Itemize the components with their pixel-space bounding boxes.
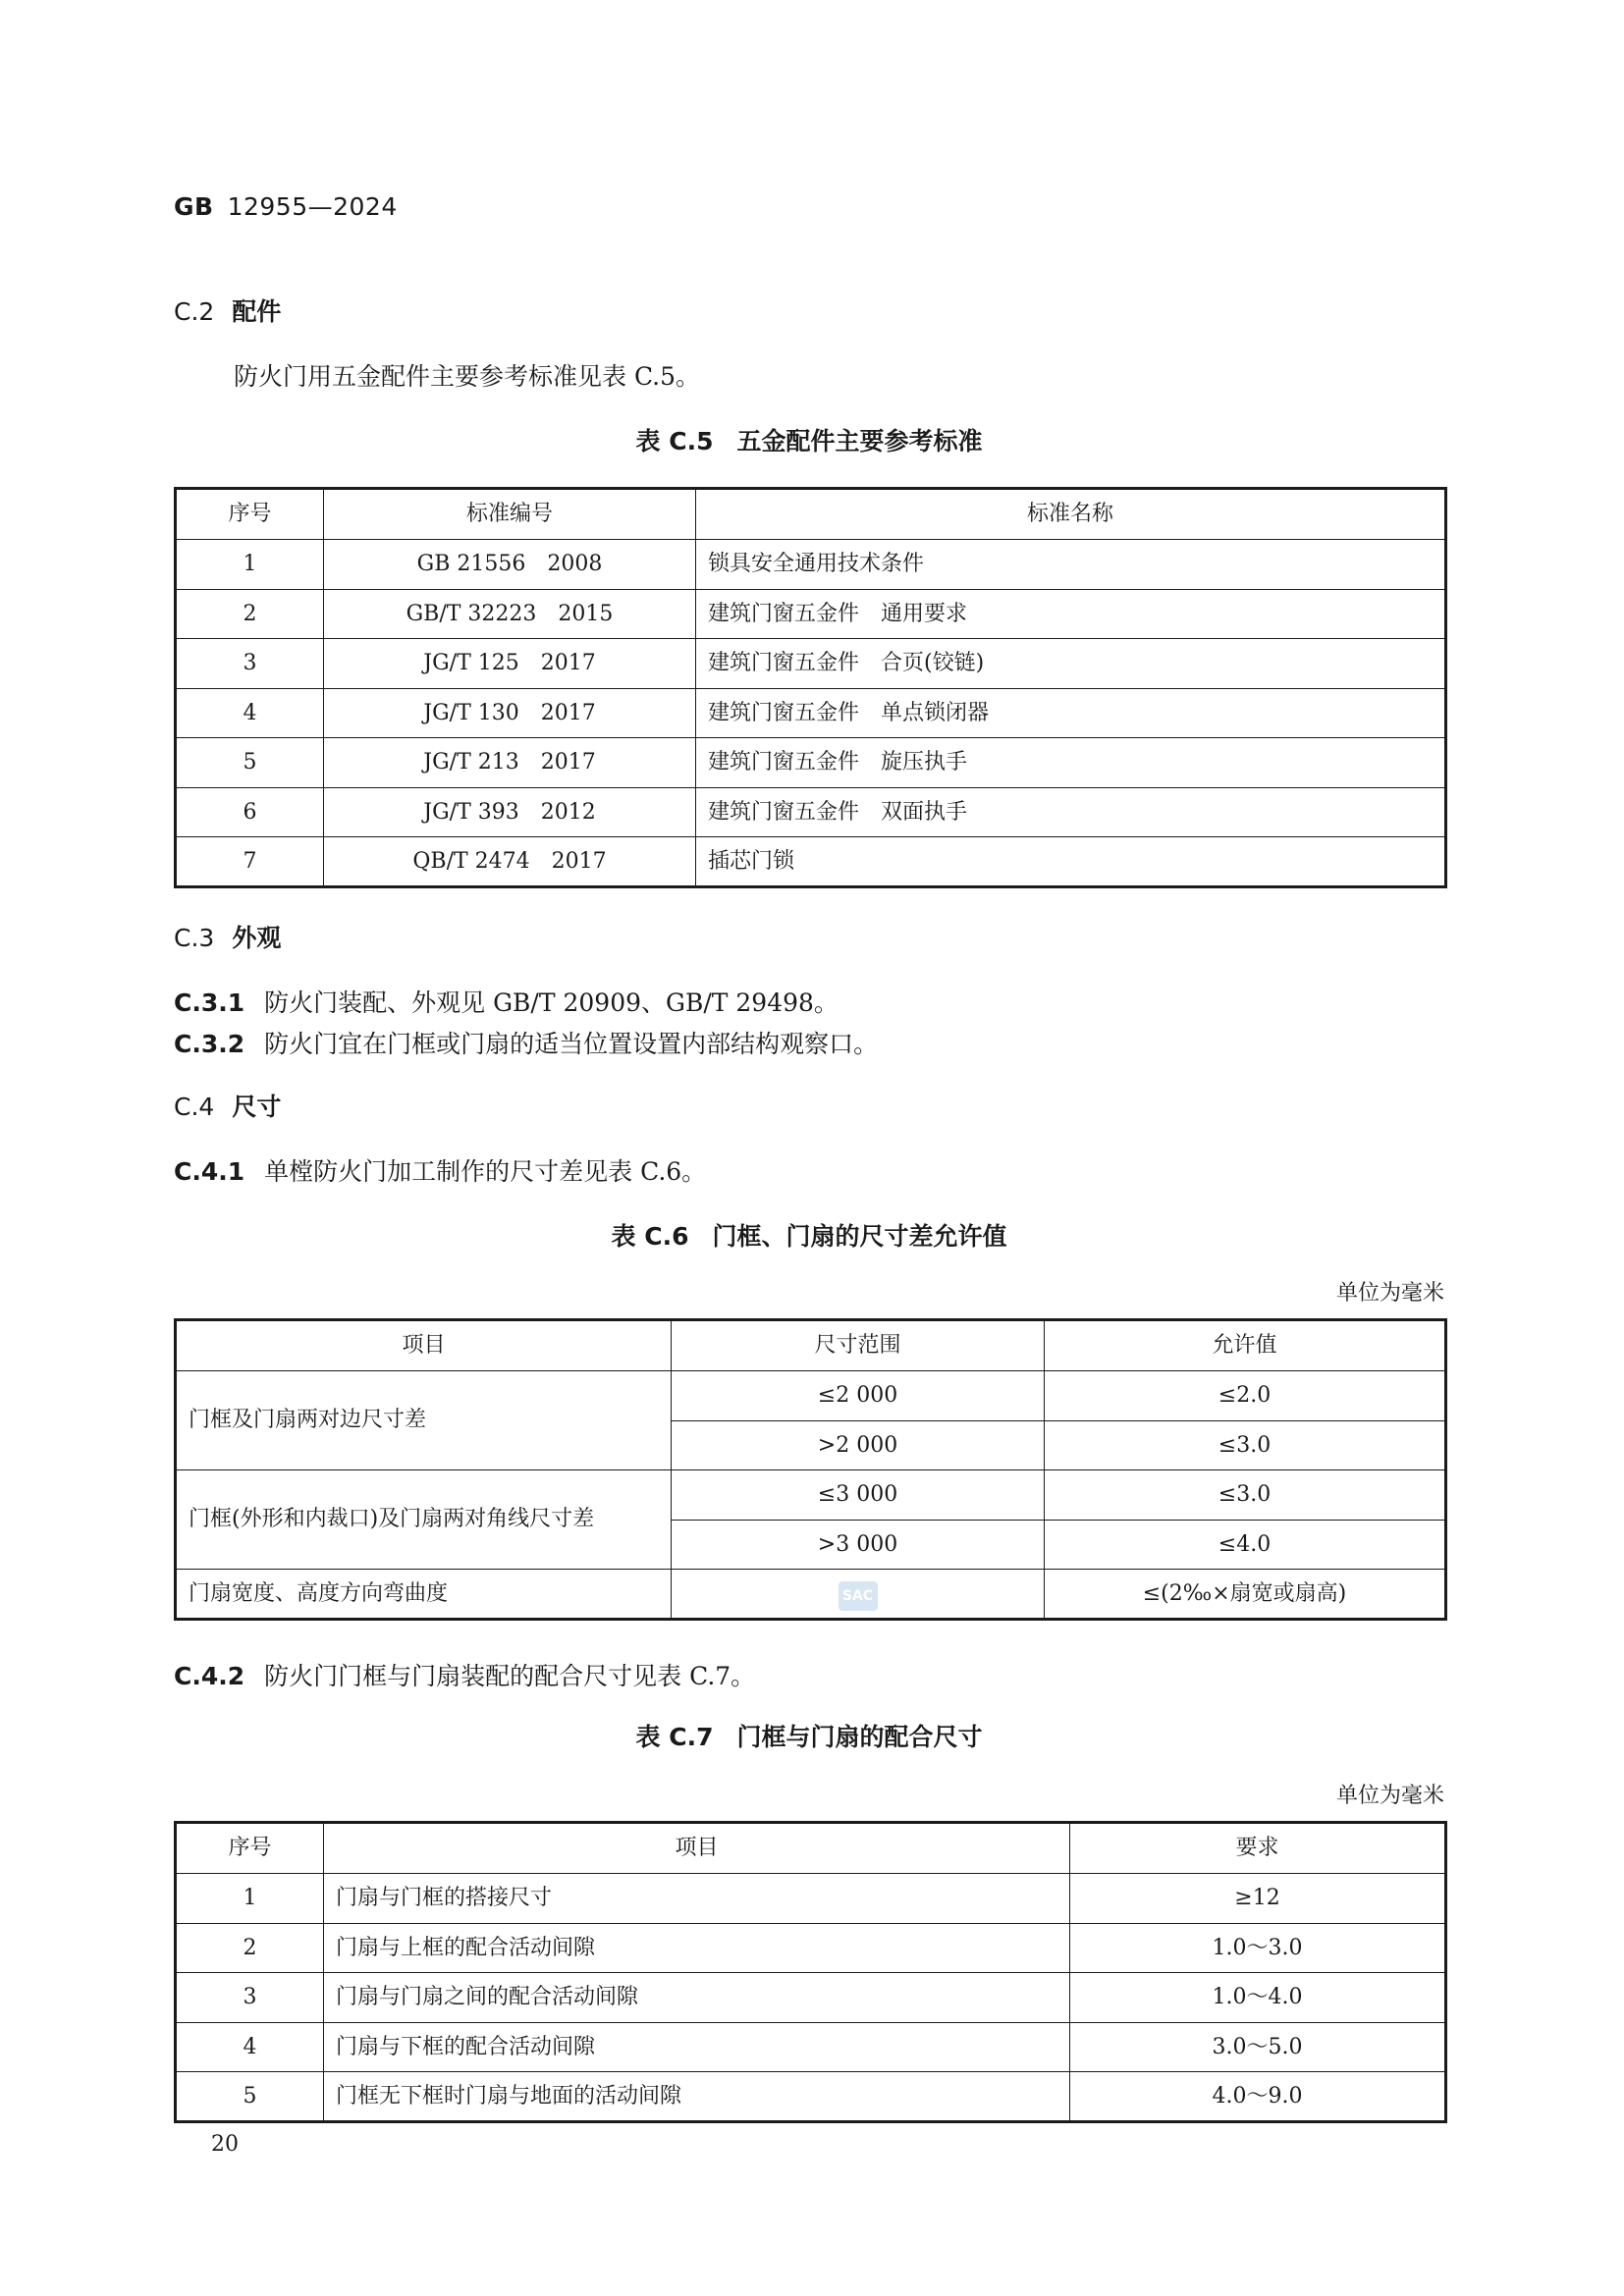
section-c3-heading: [174, 919, 281, 954]
cell: 插芯门锁: [696, 837, 1446, 887]
cell: 建筑门窗五金件 合页(铰链): [696, 639, 1446, 689]
clause-c3-2: [174, 1025, 878, 1060]
cell: JG/T 125 2017: [324, 639, 696, 689]
cell: 1: [176, 1874, 324, 1924]
column-header: 标准名称: [696, 489, 1446, 540]
section-title: 外观: [232, 924, 282, 952]
page-number: 20: [211, 2132, 239, 2157]
table-row: [176, 1371, 1446, 1421]
section-number: C.3: [174, 924, 215, 952]
cell: 3: [176, 639, 324, 689]
table-title: 门框、门扇的尺寸差允许值: [712, 1222, 1007, 1251]
cell: QB/T 2474 2017: [324, 837, 696, 887]
cell: 6: [176, 787, 324, 837]
clause-text: 防火门装配、外观见 GB/T 20909、GB/T 29498。: [264, 988, 839, 1017]
column-header: 要求: [1070, 1823, 1446, 1874]
table-number: 表 C.6: [611, 1222, 689, 1251]
cell: 门扇与上框的配合活动间隙: [324, 1923, 1070, 1973]
standard-code: GB: [174, 192, 214, 221]
cell: 门扇与下框的配合活动间隙: [324, 2022, 1070, 2072]
cell: JG/T 130 2017: [324, 688, 696, 738]
sac-watermark-icon: SAC: [839, 1581, 878, 1611]
cell: 3.0～5.0: [1070, 2022, 1446, 2072]
cell: ≤4.0: [1045, 1520, 1446, 1570]
section-c2-paragraph: 防火门用五金配件主要参考标准见表 C.5。: [234, 362, 701, 391]
cell: 锁具安全通用技术条件: [696, 540, 1446, 590]
standard-number: 12955—2024: [227, 192, 398, 221]
column-header: 标准编号: [324, 489, 696, 540]
table-c7: [174, 1821, 1447, 2123]
cell: [672, 1570, 1045, 1620]
table-c5-caption: [174, 422, 1444, 457]
section-number: C.2: [174, 297, 215, 326]
column-header: 序号: [176, 489, 324, 540]
clause-text: 单樘防火门加工制作的尺寸差见表 C.6。: [264, 1157, 707, 1186]
table-number: 表 C.7: [635, 1723, 714, 1751]
table-row: [176, 1923, 1446, 1973]
cell: ≤3.0: [1045, 1420, 1446, 1470]
cell: >3 000: [672, 1520, 1045, 1570]
table-c5: [174, 487, 1447, 888]
cell: GB/T 32223 2015: [324, 589, 696, 639]
cell: 门扇与门扇之间的配合活动间隙: [324, 1973, 1070, 2023]
cell: 2: [176, 1923, 324, 1973]
table-row: [176, 639, 1446, 689]
section-number: C.4: [174, 1093, 215, 1121]
table-header-row: [176, 1823, 1446, 1874]
table-c7-unit: 单位为毫米: [1335, 1784, 1444, 1808]
table-row: [176, 738, 1446, 788]
table-title: 门框与门扇的配合尺寸: [736, 1723, 983, 1751]
cell: ≤3.0: [1045, 1470, 1446, 1521]
table-row: [176, 1874, 1446, 1924]
table-row: [176, 837, 1446, 887]
cell: 5: [176, 2072, 324, 2122]
cell: 建筑门窗五金件 通用要求: [696, 589, 1446, 639]
cell: 门框无下框时门扇与地面的活动间隙: [324, 2072, 1070, 2122]
cell: 5: [176, 738, 324, 788]
cell: ≤(2‰×扇宽或扇高): [1045, 1570, 1446, 1620]
table-row: [176, 688, 1446, 738]
clause-number: C.4.1: [174, 1157, 245, 1186]
table-c6-caption: [174, 1217, 1444, 1253]
cell: >2 000: [672, 1420, 1045, 1470]
cell: 1.0～3.0: [1070, 1923, 1446, 1973]
table-c6-unit: 单位为毫米: [1335, 1281, 1444, 1306]
section-title: 尺寸: [232, 1093, 282, 1121]
section-c4-heading: [174, 1088, 281, 1123]
table-header-row: [176, 489, 1446, 540]
cell: 1: [176, 540, 324, 590]
table-number: 表 C.5: [635, 427, 714, 455]
table-c6: [174, 1318, 1447, 1621]
column-header: 项目: [176, 1320, 672, 1371]
cell: 建筑门窗五金件 单点锁闭器: [696, 688, 1446, 738]
table-row: [176, 1570, 1446, 1620]
cell: ≤3 000: [672, 1470, 1045, 1521]
table-c7-caption: [174, 1718, 1444, 1753]
table-row: [176, 2072, 1446, 2122]
cell: ≤2 000: [672, 1371, 1045, 1421]
clause-c4-2: [174, 1657, 755, 1692]
clause-c3-1: [174, 984, 839, 1019]
table-row: [176, 540, 1446, 590]
cell: JG/T 393 2012: [324, 787, 696, 837]
table-row: [176, 1470, 1446, 1521]
cell: ≤2.0: [1045, 1371, 1446, 1421]
table-title: 五金配件主要参考标准: [736, 427, 983, 455]
cell: 门框及门扇两对边尺寸差: [176, 1371, 672, 1470]
clause-text: 防火门宜在门框或门扇的适当位置设置内部结构观察口。: [264, 1030, 879, 1058]
table-row: [176, 787, 1446, 837]
cell: GB 21556 2008: [324, 540, 696, 590]
section-c2-heading: [174, 293, 281, 328]
cell: 4: [176, 688, 324, 738]
cell: 3: [176, 1973, 324, 2023]
table-row: [176, 2022, 1446, 2072]
column-header: 尺寸范围: [672, 1320, 1045, 1371]
table-row: [176, 1973, 1446, 2023]
cell: 门框(外形和内裁口)及门扇两对角线尺寸差: [176, 1470, 672, 1570]
cell: 4.0～9.0: [1070, 2072, 1446, 2122]
cell: JG/T 213 2017: [324, 738, 696, 788]
section-title: 配件: [232, 297, 282, 326]
column-header: 项目: [324, 1823, 1070, 1874]
cell: 建筑门窗五金件 旋压执手: [696, 738, 1446, 788]
table-header-row: [176, 1320, 1446, 1371]
cell: 门扇宽度、高度方向弯曲度: [176, 1570, 672, 1620]
clause-number: C.3.1: [174, 988, 245, 1017]
clause-number: C.3.2: [174, 1030, 245, 1058]
cell: 4: [176, 2022, 324, 2072]
clause-text: 防火门门框与门扇装配的配合尺寸见表 C.7。: [264, 1662, 756, 1690]
cell: 7: [176, 837, 324, 887]
cell: 1.0～4.0: [1070, 1973, 1446, 2023]
cell: ≥12: [1070, 1874, 1446, 1924]
clause-number: C.4.2: [174, 1662, 245, 1690]
clause-c4-1: [174, 1152, 706, 1188]
column-header: 序号: [176, 1823, 324, 1874]
column-header: 允许值: [1045, 1320, 1446, 1371]
cell: 建筑门窗五金件 双面执手: [696, 787, 1446, 837]
cell: 门扇与门框的搭接尺寸: [324, 1874, 1070, 1924]
table-row: [176, 589, 1446, 639]
cell: 2: [176, 589, 324, 639]
document-header: [174, 192, 398, 221]
